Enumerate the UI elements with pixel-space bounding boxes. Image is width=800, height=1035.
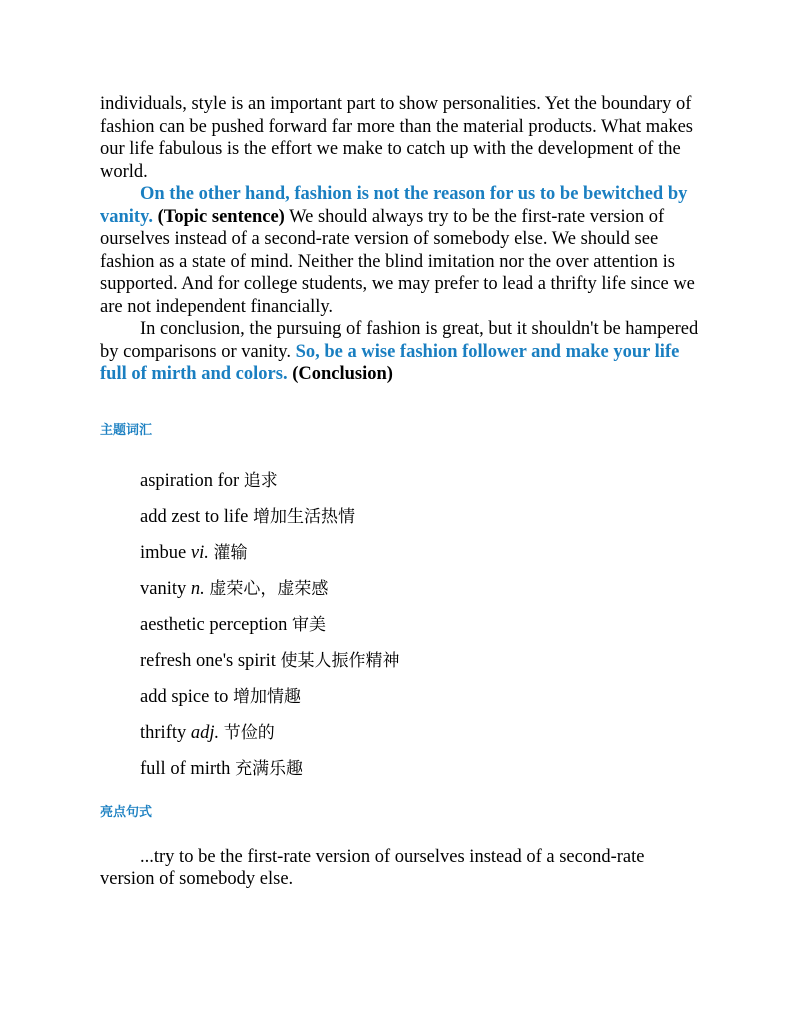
vocab-pos: vi.	[190, 542, 209, 563]
vocabulary-list	[100, 470, 700, 794]
vocab-translation: 充满乐趣	[235, 758, 304, 779]
vocab-term: refresh one's spirit	[140, 650, 281, 671]
conclusion-label: (Conclusion)	[287, 364, 393, 384]
vocabulary-heading: 主题词汇	[100, 422, 153, 438]
vocab-item	[140, 506, 700, 542]
vocab-translation: 追求	[243, 470, 278, 491]
vocab-item	[140, 650, 700, 686]
paragraph-3	[100, 318, 700, 386]
vocab-term: full of mirth	[140, 758, 236, 779]
vocab-translation: 节俭的	[223, 722, 275, 743]
vocab-term: thrifty	[140, 722, 191, 743]
vocab-item	[140, 758, 700, 794]
vocab-pos: adj.	[190, 722, 220, 743]
topic-sentence: On the other hand, fashion is not the reason for us to be bewitched by vanity.	[100, 184, 688, 227]
vocab-term: add spice to	[140, 686, 233, 707]
vocab-translation: 使某人振作精神	[280, 650, 400, 671]
vocab-translation: 灌输	[213, 542, 248, 563]
vocab-term: imbue	[140, 542, 191, 563]
paragraph-2-body: We should always try to be the first-rate version of ourselves instead of a second-rate version of somebody else. We should see fashion as a state of mind. Neither the blind imitation nor the over attention is supported. And for college students, we may prefer to lead a thrifty life since we are not independent financially.	[100, 206, 695, 317]
vocab-item	[140, 578, 700, 614]
vocab-pos: n.	[190, 578, 205, 599]
paragraph-3-body: In conclusion, the pursuing of fashion is great, but it shouldn't be hampered by comparisons or vanity.	[100, 319, 699, 362]
vocab-translation: 审美	[292, 614, 327, 635]
vocab-translation: 增加生活热情	[253, 506, 356, 527]
sentences-heading: 亮点句式	[100, 804, 153, 820]
vocab-term: aesthetic perception	[140, 614, 293, 635]
vocab-item	[140, 614, 700, 650]
document-body	[100, 93, 700, 891]
paragraph-2	[100, 183, 700, 318]
vocab-item	[140, 722, 700, 758]
highlight-sentence: ...try to be the first-rate version of ourselves instead of a second-rate version of somebody else.	[100, 846, 645, 889]
vocab-item	[140, 686, 700, 722]
paragraph-1: individuals, style is an important part to show personalities. Yet the boundary of fashion can be pushed forward far more than the material products. What makes our life fabulous is the effort we make to catch up with the development of the world.	[100, 94, 693, 182]
topic-sentence-label: (Topic sentence)	[157, 206, 285, 227]
vocab-term: add zest to life	[140, 506, 254, 527]
vocab-translation: 虚荣心，虚荣感	[209, 578, 329, 599]
vocab-term: vanity	[140, 578, 191, 599]
conclusion-sentence: So, be a wise fashion follower and make your life full of mirth and colors.	[100, 341, 680, 384]
vocab-item	[140, 470, 700, 506]
vocab-term: aspiration for	[140, 470, 244, 491]
vocab-translation: 增加情趣	[233, 686, 301, 707]
vocab-item	[140, 542, 700, 578]
